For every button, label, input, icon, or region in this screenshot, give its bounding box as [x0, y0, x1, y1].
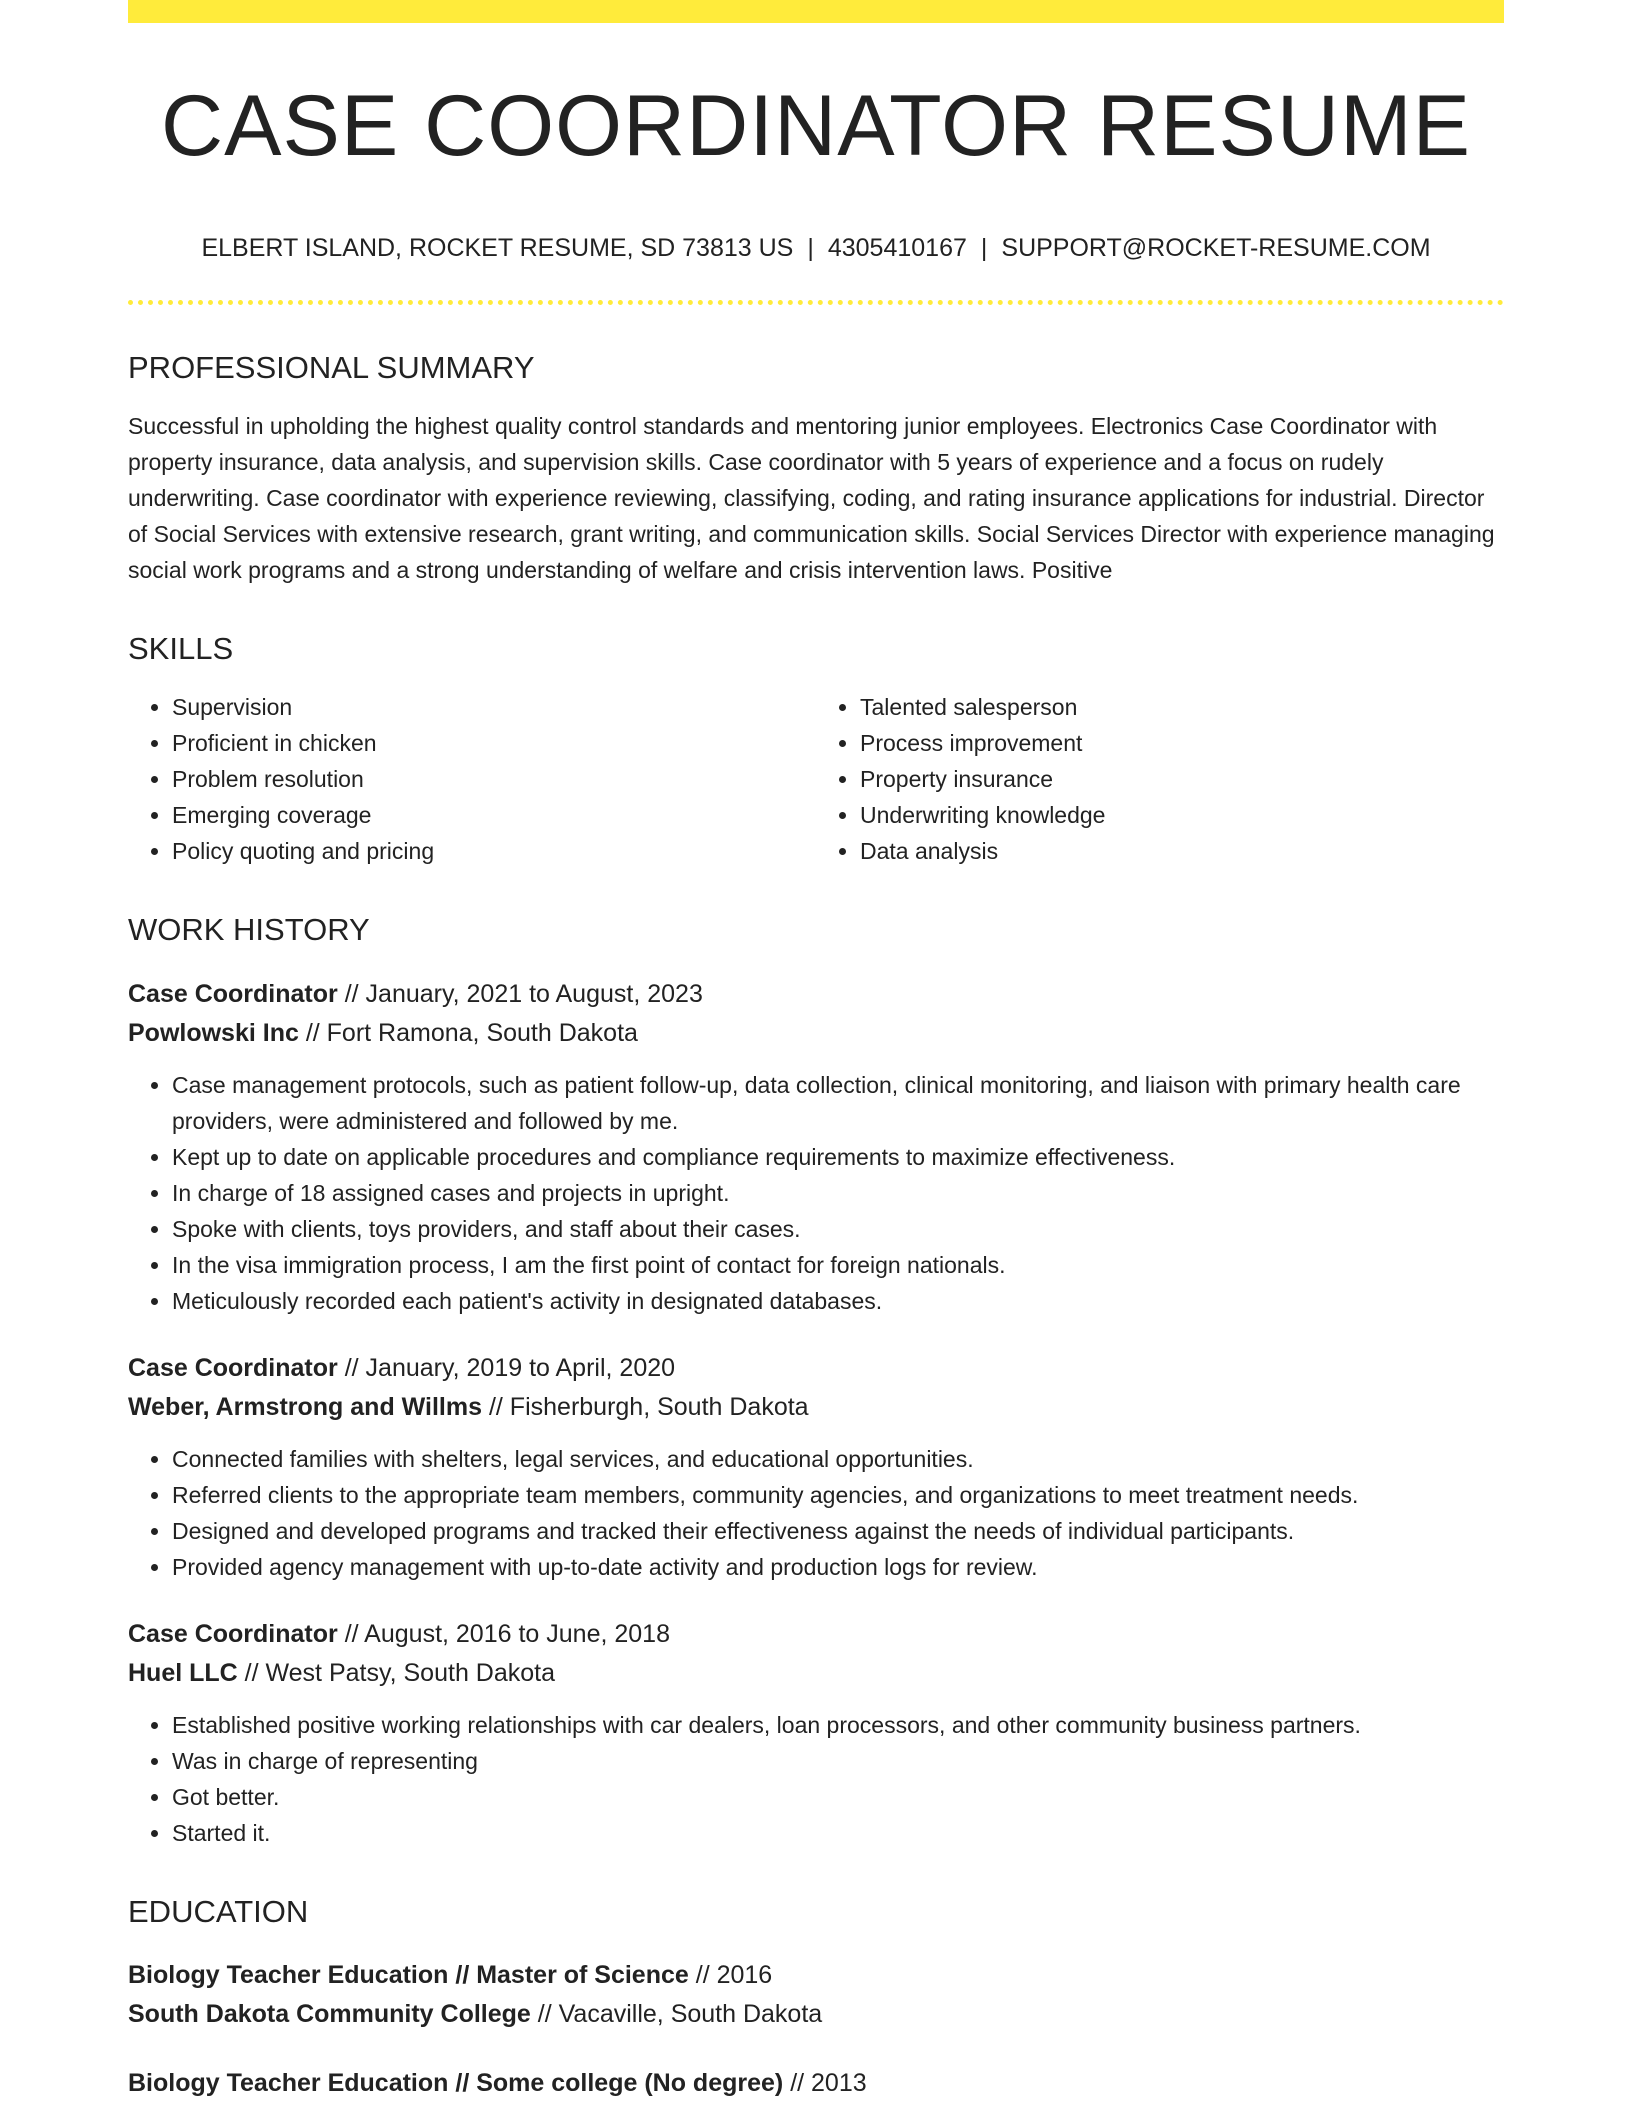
- summary-section: [128, 349, 1504, 588]
- skill-item: • Policy quoting and pricing: [172, 833, 816, 869]
- skill-item: • Underwriting knowledge: [860, 797, 1504, 833]
- skill-item: • Proficient in chicken: [172, 725, 816, 761]
- job-dates: // August, 2016 to June, 2018: [344, 1619, 670, 1648]
- contact-phone: 4305410167: [827, 234, 967, 262]
- job-location: // Fisherburgh, South Dakota: [488, 1392, 809, 1421]
- job-title-line: [128, 975, 1504, 1014]
- job-company-line: [128, 1388, 1504, 1427]
- education-location: // Vacaville, South Dakota: [537, 1999, 823, 2028]
- skill-item: • Problem resolution: [172, 761, 816, 797]
- summary-heading: PROFESSIONAL SUMMARY: [128, 350, 535, 385]
- job-bullet: • Got better.: [172, 1779, 1504, 1815]
- job-title-line: [128, 1615, 1504, 1654]
- job-bullets: [128, 1441, 1504, 1585]
- job-title-line: [128, 1349, 1504, 1388]
- skill-item: • Property insurance: [860, 761, 1504, 797]
- job-bullet: • In charge of 18 assigned cases and projects in upright.: [172, 1175, 1504, 1211]
- job-entry: [128, 1615, 1504, 1851]
- work-history-heading: WORK HISTORY: [128, 912, 370, 948]
- education-section: [128, 1893, 1504, 2103]
- job-role: Case Coordinator: [128, 979, 338, 1008]
- job-entry: [128, 975, 1504, 1319]
- job-bullet: • Meticulously recorded each patient's activity in designated databases.: [172, 1283, 1504, 1319]
- job-bullet: • Spoke with clients, toys providers, and staff about their cases.: [172, 1211, 1504, 1247]
- job-company: Huel LLC: [128, 1658, 238, 1687]
- job-bullet: • Designed and developed programs and tracked their effectiveness against the needs of individual participants.: [172, 1513, 1504, 1549]
- skills-grid: [128, 689, 1504, 869]
- job-bullet: • Referred clients to the appropriate team members, community agencies, and organizations to meet treatment needs.: [172, 1477, 1504, 1513]
- job-bullet: • Established positive working relationships with car dealers, loan processors, and other community business partners.: [172, 1707, 1504, 1743]
- job-bullet: • Connected families with shelters, legal services, and educational opportunities.: [172, 1441, 1504, 1477]
- skill-item: • Process improvement: [860, 725, 1504, 761]
- education-year: // 2013: [790, 2068, 867, 2097]
- job-bullet: • Started it.: [172, 1815, 1504, 1851]
- education-school: South Dakota Community College: [128, 1999, 531, 2028]
- contact-separator: |: [807, 234, 814, 262]
- skill-item: • Emerging coverage: [172, 797, 816, 833]
- job-bullet: • Kept up to date on applicable procedures and compliance requirements to maximize effectiveness.: [172, 1139, 1504, 1175]
- job-bullets: [128, 1067, 1504, 1319]
- contact-address: ELBERT ISLAND, ROCKET RESUME, SD 73813 US: [201, 234, 794, 262]
- skills-column-left: [128, 689, 816, 869]
- education-degree: Biology Teacher Education // Master of Science: [128, 1960, 689, 1989]
- job-dates: // January, 2019 to April, 2020: [344, 1353, 676, 1382]
- job-bullet: • Provided agency management with up-to-date activity and production logs for review.: [172, 1549, 1504, 1585]
- education-heading: EDUCATION: [128, 1893, 309, 1929]
- job-company-line: [128, 1014, 1504, 1053]
- job-role: Case Coordinator: [128, 1353, 338, 1382]
- education-entry: [128, 2064, 1504, 2103]
- resume-page: [128, 0, 1504, 2103]
- skills-heading: SKILLS: [128, 631, 234, 667]
- job-dates: // January, 2021 to August, 2023: [344, 979, 703, 1008]
- top-accent-bar: [128, 0, 1504, 23]
- contact-line: [128, 233, 1504, 263]
- skill-item: • Supervision: [172, 689, 816, 725]
- education-entry: [128, 1956, 1504, 2034]
- education-degree-line: [128, 1956, 1504, 1995]
- skill-item: • Data analysis: [860, 833, 1504, 869]
- contact-email: SUPPORT@ROCKET-RESUME.COM: [1001, 234, 1431, 262]
- skills-column-right: [816, 689, 1504, 869]
- education-school-line: [128, 1995, 1504, 2034]
- job-entry: [128, 1349, 1504, 1585]
- job-location: // West Patsy, South Dakota: [244, 1658, 555, 1687]
- skill-item: • Talented salesperson: [860, 689, 1504, 725]
- education-degree-line: [128, 2064, 1504, 2103]
- job-company-line: [128, 1654, 1504, 1693]
- contact-separator: |: [980, 234, 988, 262]
- job-location: // Fort Ramona, South Dakota: [305, 1018, 638, 1047]
- job-bullets: [128, 1707, 1504, 1851]
- job-company: Powlowski Inc: [128, 1018, 299, 1047]
- resume-title: CASE COORDINATOR RESUME: [161, 78, 1471, 174]
- job-bullet: • Case management protocols, such as patient follow-up, data collection, clinical monitoring, and liaison with primary health care providers, were administered and followed by me.: [172, 1067, 1504, 1139]
- job-bullet: • Was in charge of representing: [172, 1743, 1504, 1779]
- education-year: // 2016: [695, 1960, 773, 1989]
- job-bullet: • In the visa immigration process, I am the first point of contact for foreign nationals.: [172, 1247, 1504, 1283]
- job-role: Case Coordinator: [128, 1619, 338, 1648]
- job-company: Weber, Armstrong and Willms: [128, 1392, 483, 1421]
- dotted-divider: [128, 300, 1504, 305]
- skills-section: [128, 630, 1504, 869]
- summary-text: Successful in upholding the highest quality control standards and mentoring junior employees. Electronics Case Coordinator with property insurance, data analysis, and supervision skills. Case coordinator with 5 years of experience and a focus on rudely underwriting. Case coordinator with experience reviewing, classifying, coding, and rating insurance applications for industrial. Director of Social Services with extensive research, grant writing, and communication skills. Social Services Director with experience managing social work programs and a strong understanding of welfare and crisis intervention laws. Positive: [128, 413, 1495, 584]
- work-history-section: [128, 911, 1504, 1850]
- education-degree: Biology Teacher Education // Some college (No degree): [128, 2068, 784, 2097]
